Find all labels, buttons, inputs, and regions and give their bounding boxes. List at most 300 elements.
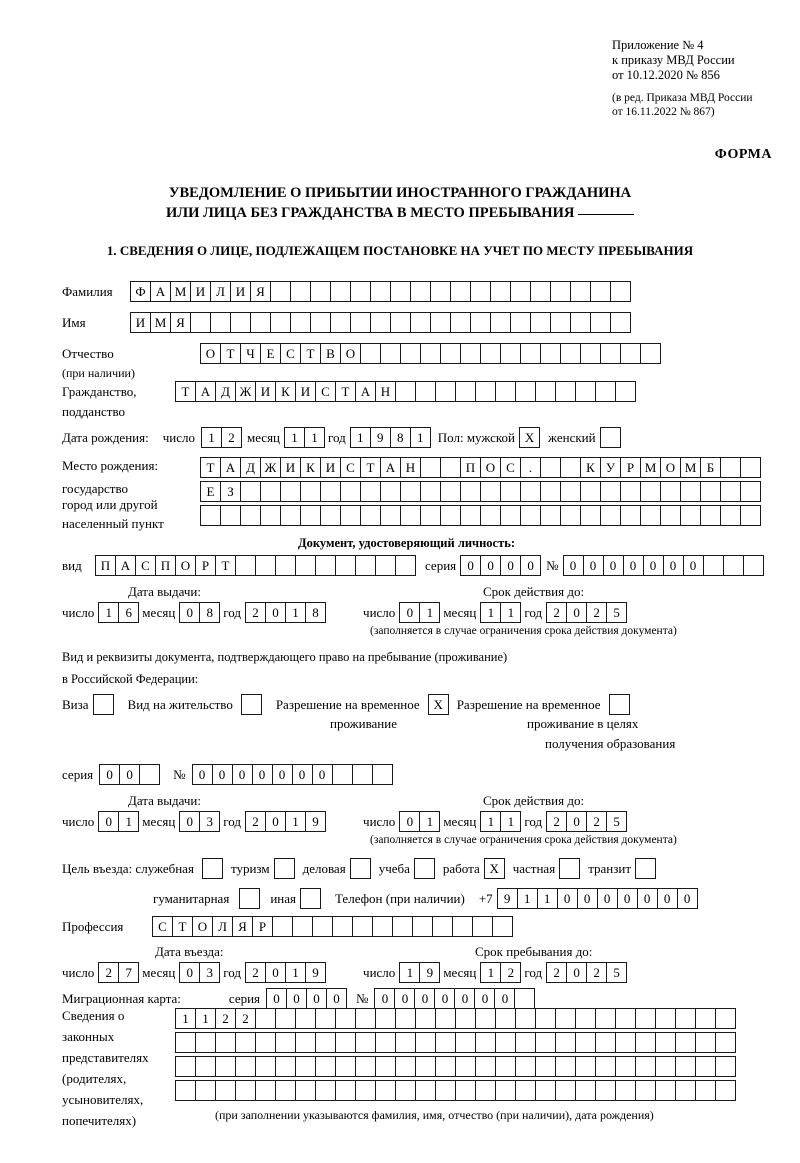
form-cell[interactable] xyxy=(335,1008,356,1029)
form-cell[interactable] xyxy=(175,1056,196,1077)
form-cell[interactable] xyxy=(635,1008,656,1029)
form-cell[interactable]: А xyxy=(195,381,216,402)
form-cell[interactable]: 1 xyxy=(480,811,501,832)
form-cell[interactable]: Р xyxy=(195,555,216,576)
form-cell[interactable] xyxy=(495,381,516,402)
form-cell[interactable] xyxy=(395,1056,416,1077)
form-cell[interactable] xyxy=(575,381,596,402)
purpose-other-checkbox[interactable] xyxy=(300,888,321,909)
purpose-business-checkbox[interactable] xyxy=(350,858,371,879)
form-cell[interactable] xyxy=(550,281,571,302)
form-cell[interactable]: 0 xyxy=(623,555,644,576)
form-cell[interactable] xyxy=(475,1056,496,1077)
form-cell[interactable] xyxy=(390,281,411,302)
form-cell[interactable]: М xyxy=(680,457,701,478)
form-cell[interactable] xyxy=(375,1056,396,1077)
form-cell[interactable] xyxy=(580,481,601,502)
form-cell[interactable]: Л xyxy=(212,916,233,937)
form-cell[interactable]: 0 xyxy=(265,602,286,623)
form-cell[interactable] xyxy=(375,1008,396,1029)
form-cell[interactable] xyxy=(535,1032,556,1053)
form-cell[interactable] xyxy=(139,764,160,785)
form-cell[interactable]: 0 xyxy=(434,988,455,1009)
visa-checkbox[interactable] xyxy=(93,694,114,715)
form-cell[interactable]: 1 xyxy=(410,427,431,448)
form-cell[interactable] xyxy=(315,1056,336,1077)
form-cell[interactable] xyxy=(235,1080,256,1101)
form-cell[interactable] xyxy=(290,312,311,333)
form-cell[interactable] xyxy=(370,281,391,302)
form-cell[interactable] xyxy=(355,1080,376,1101)
form-cell[interactable]: 0 xyxy=(326,988,347,1009)
form-cell[interactable] xyxy=(330,281,351,302)
form-cell[interactable]: 0 xyxy=(374,988,395,1009)
birth-day-input[interactable] xyxy=(201,427,241,448)
form-cell[interactable] xyxy=(460,481,481,502)
form-cell[interactable] xyxy=(520,505,541,526)
form-cell[interactable] xyxy=(312,916,333,937)
form-cell[interactable]: 0 xyxy=(677,888,698,909)
form-cell[interactable]: И xyxy=(255,381,276,402)
issue-year-input[interactable] xyxy=(245,602,325,623)
form-cell[interactable]: С xyxy=(500,457,521,478)
form-cell[interactable] xyxy=(570,281,591,302)
form-cell[interactable] xyxy=(435,381,456,402)
form-cell[interactable]: С xyxy=(152,916,173,937)
form-cell[interactable]: Н xyxy=(400,457,421,478)
entry-year-input[interactable] xyxy=(245,962,325,983)
form-cell[interactable] xyxy=(360,343,381,364)
form-cell[interactable] xyxy=(255,1008,276,1029)
issue-day-input[interactable] xyxy=(98,602,138,623)
form-cell[interactable] xyxy=(560,481,581,502)
form-cell[interactable] xyxy=(452,916,473,937)
stay-day-input[interactable] xyxy=(399,962,439,983)
form-cell[interactable]: 0 xyxy=(460,555,481,576)
form-cell[interactable]: 5 xyxy=(606,962,627,983)
form-cell[interactable] xyxy=(475,1032,496,1053)
form-cell[interactable] xyxy=(315,1008,336,1029)
form-cell[interactable]: 3 xyxy=(199,811,220,832)
entry-day-input[interactable] xyxy=(98,962,138,983)
form-cell[interactable] xyxy=(415,1032,436,1053)
sex-male-checkbox[interactable]: X xyxy=(519,427,540,448)
form-cell[interactable] xyxy=(515,1008,536,1029)
form-cell[interactable] xyxy=(310,281,331,302)
form-cell[interactable] xyxy=(610,312,631,333)
form-cell[interactable] xyxy=(555,1080,576,1101)
form-cell[interactable] xyxy=(514,988,535,1009)
form-cell[interactable] xyxy=(580,505,601,526)
form-cell[interactable]: 2 xyxy=(235,1008,256,1029)
form-cell[interactable]: Ф xyxy=(130,281,151,302)
form-cell[interactable]: И xyxy=(280,457,301,478)
form-cell[interactable]: Е xyxy=(260,343,281,364)
profession-input[interactable] xyxy=(152,916,512,937)
form-cell[interactable] xyxy=(715,1008,736,1029)
form-cell[interactable]: 1 xyxy=(285,602,306,623)
form-cell[interactable] xyxy=(235,1032,256,1053)
form-cell[interactable] xyxy=(375,555,396,576)
form-cell[interactable]: 0 xyxy=(119,764,140,785)
form-cell[interactable]: И xyxy=(190,281,211,302)
doc-series-input[interactable] xyxy=(460,555,540,576)
birth-year-input[interactable] xyxy=(350,427,430,448)
form-cell[interactable] xyxy=(595,1056,616,1077)
form-cell[interactable]: О xyxy=(200,343,221,364)
legal-rep-line2-input[interactable] xyxy=(175,1032,735,1053)
form-cell[interactable]: 6 xyxy=(118,602,139,623)
form-cell[interactable]: О xyxy=(192,916,213,937)
form-cell[interactable]: П xyxy=(155,555,176,576)
form-cell[interactable]: П xyxy=(95,555,116,576)
permit-issue-month-input[interactable] xyxy=(179,811,219,832)
purpose-work-checkbox[interactable]: X xyxy=(484,858,505,879)
form-cell[interactable] xyxy=(620,343,641,364)
form-cell[interactable] xyxy=(255,1056,276,1077)
form-cell[interactable] xyxy=(500,481,521,502)
form-cell[interactable]: Т xyxy=(220,343,241,364)
form-cell[interactable] xyxy=(540,481,561,502)
permit-valid-day-input[interactable] xyxy=(399,811,439,832)
form-cell[interactable]: 1 xyxy=(175,1008,196,1029)
form-cell[interactable] xyxy=(415,1080,436,1101)
form-cell[interactable] xyxy=(600,481,621,502)
form-cell[interactable]: 0 xyxy=(557,888,578,909)
form-cell[interactable] xyxy=(295,1032,316,1053)
form-cell[interactable] xyxy=(720,505,741,526)
form-cell[interactable]: 0 xyxy=(272,764,293,785)
form-cell[interactable]: 7 xyxy=(118,962,139,983)
form-cell[interactable]: 0 xyxy=(566,602,587,623)
form-cell[interactable] xyxy=(332,764,353,785)
form-cell[interactable]: Т xyxy=(200,457,221,478)
form-cell[interactable]: Е xyxy=(200,481,221,502)
form-cell[interactable]: 2 xyxy=(586,962,607,983)
form-cell[interactable] xyxy=(475,1080,496,1101)
form-cell[interactable] xyxy=(415,1008,436,1029)
form-cell[interactable]: 5 xyxy=(606,602,627,623)
form-cell[interactable] xyxy=(515,381,536,402)
form-cell[interactable]: 1 xyxy=(480,962,501,983)
form-cell[interactable] xyxy=(390,312,411,333)
form-cell[interactable] xyxy=(400,481,421,502)
patronymic-input[interactable] xyxy=(200,343,660,364)
purpose-humanitarian-checkbox[interactable] xyxy=(239,888,260,909)
form-cell[interactable] xyxy=(420,343,441,364)
form-cell[interactable]: 0 xyxy=(212,764,233,785)
form-cell[interactable] xyxy=(715,1056,736,1077)
form-cell[interactable] xyxy=(615,1008,636,1029)
form-cell[interactable] xyxy=(635,1032,656,1053)
surname-input[interactable] xyxy=(130,281,630,302)
form-cell[interactable] xyxy=(455,1032,476,1053)
form-cell[interactable]: . xyxy=(520,457,541,478)
form-cell[interactable]: 0 xyxy=(520,555,541,576)
form-cell[interactable]: 1 xyxy=(304,427,325,448)
form-cell[interactable] xyxy=(460,505,481,526)
valid-month-input[interactable] xyxy=(480,602,520,623)
form-cell[interactable]: 0 xyxy=(98,811,119,832)
form-cell[interactable] xyxy=(555,381,576,402)
form-cell[interactable] xyxy=(555,1008,576,1029)
form-cell[interactable] xyxy=(680,481,701,502)
form-cell[interactable]: 0 xyxy=(286,988,307,1009)
permit-issue-day-input[interactable] xyxy=(98,811,138,832)
form-cell[interactable]: Я xyxy=(232,916,253,937)
form-cell[interactable] xyxy=(640,481,661,502)
form-cell[interactable]: 0 xyxy=(577,888,598,909)
permit-issue-year-input[interactable] xyxy=(245,811,325,832)
form-cell[interactable] xyxy=(380,481,401,502)
form-cell[interactable]: 0 xyxy=(500,555,521,576)
form-cell[interactable] xyxy=(515,1056,536,1077)
form-cell[interactable]: 1 xyxy=(98,602,119,623)
form-cell[interactable]: 0 xyxy=(179,962,200,983)
form-cell[interactable] xyxy=(215,1032,236,1053)
form-cell[interactable] xyxy=(540,343,561,364)
form-cell[interactable] xyxy=(255,1080,276,1101)
form-cell[interactable] xyxy=(295,555,316,576)
form-cell[interactable] xyxy=(375,1080,396,1101)
form-cell[interactable] xyxy=(435,1008,456,1029)
form-cell[interactable]: 8 xyxy=(390,427,411,448)
form-cell[interactable]: 1 xyxy=(537,888,558,909)
form-cell[interactable] xyxy=(360,481,381,502)
form-cell[interactable] xyxy=(475,1008,496,1029)
form-cell[interactable] xyxy=(540,457,561,478)
form-cell[interactable]: 1 xyxy=(201,427,222,448)
form-cell[interactable] xyxy=(615,1032,636,1053)
permit-series-input[interactable] xyxy=(99,764,159,785)
form-cell[interactable] xyxy=(280,505,301,526)
form-cell[interactable]: 1 xyxy=(118,811,139,832)
form-cell[interactable]: К xyxy=(580,457,601,478)
form-cell[interactable]: 8 xyxy=(305,602,326,623)
legal-rep-line1-input[interactable] xyxy=(175,1008,735,1029)
stay-year-input[interactable] xyxy=(546,962,626,983)
form-cell[interactable] xyxy=(415,381,436,402)
form-cell[interactable] xyxy=(655,1032,676,1053)
form-cell[interactable] xyxy=(560,343,581,364)
form-cell[interactable] xyxy=(372,764,393,785)
form-cell[interactable]: 0 xyxy=(566,811,587,832)
form-cell[interactable]: Д xyxy=(240,457,261,478)
form-cell[interactable]: С xyxy=(135,555,156,576)
name-input[interactable] xyxy=(130,312,630,333)
doc-kind-input[interactable] xyxy=(95,555,415,576)
form-cell[interactable] xyxy=(695,1008,716,1029)
form-cell[interactable] xyxy=(470,312,491,333)
form-cell[interactable] xyxy=(575,1008,596,1029)
form-cell[interactable]: 0 xyxy=(399,602,420,623)
form-cell[interactable]: 0 xyxy=(292,764,313,785)
form-cell[interactable]: 2 xyxy=(215,1008,236,1029)
form-cell[interactable] xyxy=(315,555,336,576)
form-cell[interactable] xyxy=(530,312,551,333)
form-cell[interactable]: 3 xyxy=(199,962,220,983)
form-cell[interactable]: 0 xyxy=(306,988,327,1009)
form-cell[interactable] xyxy=(195,1080,216,1101)
form-cell[interactable] xyxy=(292,916,313,937)
form-cell[interactable] xyxy=(290,281,311,302)
issue-month-input[interactable] xyxy=(179,602,219,623)
form-cell[interactable] xyxy=(535,1080,556,1101)
form-cell[interactable] xyxy=(270,312,291,333)
form-cell[interactable] xyxy=(195,1056,216,1077)
birthplace-line3-input[interactable] xyxy=(200,505,760,526)
form-cell[interactable]: П xyxy=(460,457,481,478)
form-cell[interactable] xyxy=(635,1056,656,1077)
form-cell[interactable]: 0 xyxy=(566,962,587,983)
form-cell[interactable] xyxy=(620,505,641,526)
form-cell[interactable] xyxy=(255,555,276,576)
purpose-service-checkbox[interactable] xyxy=(202,858,223,879)
form-cell[interactable]: 1 xyxy=(350,427,371,448)
form-cell[interactable] xyxy=(335,1080,356,1101)
valid-day-input[interactable] xyxy=(399,602,439,623)
form-cell[interactable]: 9 xyxy=(305,962,326,983)
form-cell[interactable]: 1 xyxy=(480,602,501,623)
form-cell[interactable]: 1 xyxy=(500,811,521,832)
form-cell[interactable] xyxy=(190,312,211,333)
form-cell[interactable] xyxy=(490,312,511,333)
form-cell[interactable]: 1 xyxy=(285,962,306,983)
form-cell[interactable] xyxy=(595,1008,616,1029)
form-cell[interactable]: Т xyxy=(300,343,321,364)
birthplace-line2-input[interactable] xyxy=(200,481,760,502)
form-cell[interactable] xyxy=(740,457,761,478)
form-cell[interactable] xyxy=(350,312,371,333)
form-cell[interactable] xyxy=(560,505,581,526)
form-cell[interactable]: Р xyxy=(620,457,641,478)
form-cell[interactable] xyxy=(355,1008,376,1029)
form-cell[interactable] xyxy=(550,312,571,333)
residence-permit-checkbox[interactable] xyxy=(241,694,262,715)
form-cell[interactable]: И xyxy=(320,457,341,478)
form-cell[interactable]: 2 xyxy=(546,962,567,983)
form-cell[interactable] xyxy=(490,281,511,302)
form-cell[interactable] xyxy=(255,1032,276,1053)
form-cell[interactable] xyxy=(215,1056,236,1077)
form-cell[interactable] xyxy=(600,343,621,364)
form-cell[interactable] xyxy=(340,505,361,526)
form-cell[interactable] xyxy=(450,281,471,302)
form-cell[interactable] xyxy=(640,343,661,364)
form-cell[interactable]: 2 xyxy=(245,962,266,983)
form-cell[interactable]: 0 xyxy=(266,988,287,1009)
form-cell[interactable]: А xyxy=(150,281,171,302)
form-cell[interactable] xyxy=(675,1080,696,1101)
form-cell[interactable] xyxy=(395,1032,416,1053)
form-cell[interactable]: Р xyxy=(252,916,273,937)
form-cell[interactable] xyxy=(395,555,416,576)
form-cell[interactable] xyxy=(372,916,393,937)
purpose-tourism-checkbox[interactable] xyxy=(274,858,295,879)
form-cell[interactable] xyxy=(615,381,636,402)
form-cell[interactable] xyxy=(470,281,491,302)
form-cell[interactable] xyxy=(332,916,353,937)
form-cell[interactable] xyxy=(340,481,361,502)
form-cell[interactable]: С xyxy=(280,343,301,364)
doc-number-input[interactable] xyxy=(563,555,763,576)
mc-series-input[interactable] xyxy=(266,988,346,1009)
form-cell[interactable] xyxy=(352,916,373,937)
form-cell[interactable] xyxy=(395,1008,416,1029)
form-cell[interactable] xyxy=(715,1032,736,1053)
form-cell[interactable]: Я xyxy=(170,312,191,333)
form-cell[interactable] xyxy=(355,1032,376,1053)
form-cell[interactable]: 0 xyxy=(179,811,200,832)
form-cell[interactable] xyxy=(590,312,611,333)
form-cell[interactable]: О xyxy=(175,555,196,576)
form-cell[interactable] xyxy=(720,481,741,502)
permit-valid-year-input[interactable] xyxy=(546,811,626,832)
form-cell[interactable] xyxy=(495,1032,516,1053)
form-cell[interactable]: 0 xyxy=(252,764,273,785)
form-cell[interactable] xyxy=(655,1056,676,1077)
form-cell[interactable]: Я xyxy=(250,281,271,302)
form-cell[interactable] xyxy=(400,505,421,526)
form-cell[interactable]: 0 xyxy=(494,988,515,1009)
valid-year-input[interactable] xyxy=(546,602,626,623)
form-cell[interactable] xyxy=(355,555,376,576)
form-cell[interactable] xyxy=(450,312,471,333)
form-cell[interactable]: 0 xyxy=(192,764,213,785)
form-cell[interactable] xyxy=(600,505,621,526)
form-cell[interactable] xyxy=(680,505,701,526)
form-cell[interactable]: Д xyxy=(215,381,236,402)
citizenship-input[interactable] xyxy=(175,381,635,402)
form-cell[interactable] xyxy=(480,343,501,364)
form-cell[interactable]: З xyxy=(220,481,241,502)
permit-number-input[interactable] xyxy=(192,764,392,785)
form-cell[interactable]: 2 xyxy=(245,602,266,623)
form-cell[interactable] xyxy=(492,916,513,937)
legal-rep-line4-input[interactable] xyxy=(175,1080,735,1101)
form-cell[interactable] xyxy=(420,481,441,502)
form-cell[interactable]: У xyxy=(600,457,621,478)
form-cell[interactable] xyxy=(235,555,256,576)
form-cell[interactable] xyxy=(230,312,251,333)
form-cell[interactable] xyxy=(400,343,421,364)
form-cell[interactable] xyxy=(595,1080,616,1101)
form-cell[interactable] xyxy=(240,481,261,502)
form-cell[interactable]: С xyxy=(340,457,361,478)
form-cell[interactable]: И xyxy=(230,281,251,302)
form-cell[interactable]: 1 xyxy=(517,888,538,909)
form-cell[interactable]: 0 xyxy=(454,988,475,1009)
form-cell[interactable]: Т xyxy=(360,457,381,478)
form-cell[interactable]: 0 xyxy=(232,764,253,785)
form-cell[interactable] xyxy=(350,281,371,302)
form-cell[interactable]: Ч xyxy=(240,343,261,364)
form-cell[interactable]: 8 xyxy=(199,602,220,623)
form-cell[interactable] xyxy=(723,555,744,576)
form-cell[interactable] xyxy=(352,764,373,785)
form-cell[interactable]: Л xyxy=(210,281,231,302)
form-cell[interactable] xyxy=(370,312,391,333)
form-cell[interactable] xyxy=(210,312,231,333)
form-cell[interactable] xyxy=(280,481,301,502)
form-cell[interactable] xyxy=(415,1056,436,1077)
form-cell[interactable] xyxy=(240,505,261,526)
form-cell[interactable] xyxy=(275,1080,296,1101)
form-cell[interactable] xyxy=(700,505,721,526)
form-cell[interactable] xyxy=(410,312,431,333)
form-cell[interactable] xyxy=(270,281,291,302)
form-cell[interactable] xyxy=(480,505,501,526)
